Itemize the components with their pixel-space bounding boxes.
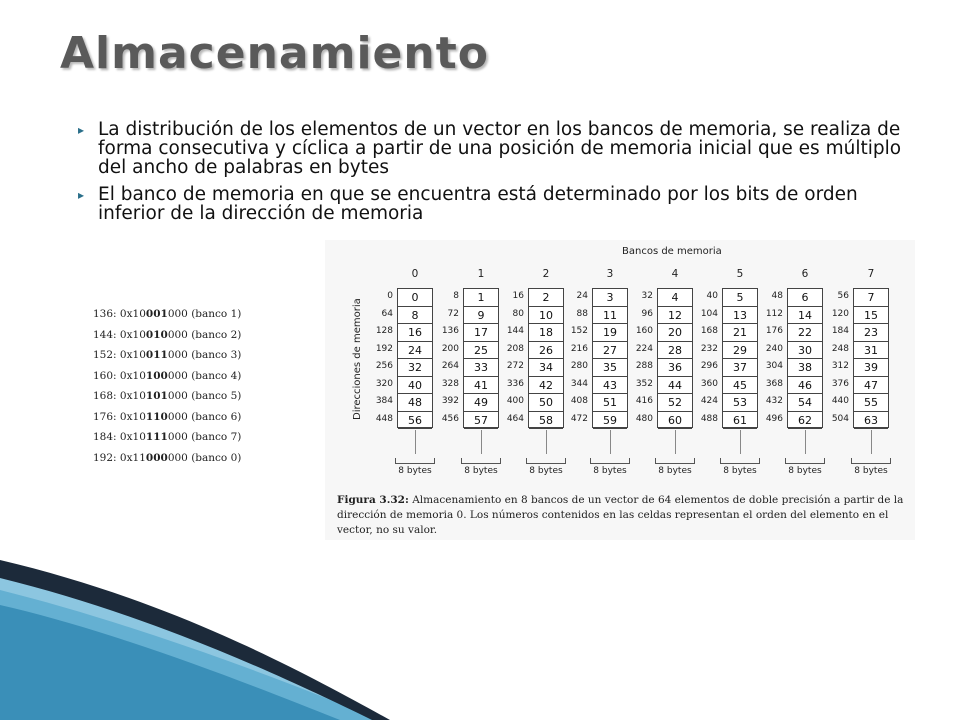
bank-tick [610,430,611,454]
bank-cell: 19 [593,324,627,342]
bank-cell: 1 [464,289,498,307]
address-suffix: 000 (banco 1) [167,308,242,320]
bank-address: 288 [635,361,653,371]
bank-cell: 28 [658,342,692,360]
bank-cell: 45 [723,377,757,395]
bank-cell: 50 [529,394,563,412]
bullet-text: La distribución de los elementos de un vector en los bancos de memoria, se realiza de forma consecutiva y cíclica a partir de una posición de memoria inicial que es múltiplo del ancho de palabras en bytes [98,119,902,178]
bank-address: 192 [375,343,393,354]
slide-title: Almacenamiento [60,28,489,79]
bank-address: 496 [765,413,783,424]
bank-cell: 20 [658,324,692,342]
bank-address: 376 [831,378,849,389]
bytes-label: 8 bytes [788,466,822,476]
bytes-bracket [526,458,566,464]
address-row [93,386,241,407]
bank-address: 312 [831,361,849,371]
bank-cell: 40 [398,377,432,395]
address-row [93,325,241,346]
address-bank-bits: 100 [145,369,168,382]
bank-cell: 25 [464,342,498,360]
bank-address: 432 [765,396,783,406]
address-row [93,345,241,366]
address-row [93,366,241,387]
address-suffix: 000 (banco 0) [167,451,242,464]
figure-caption [337,493,912,538]
bank-cell: 55 [854,394,888,412]
memory-bank [528,288,564,428]
bank-address: 488 [700,413,718,424]
bank-tick [675,430,676,454]
address-prefix: 160: 0x10 [93,369,146,382]
bank-cell: 14 [788,307,822,325]
bank-address: 240 [765,343,783,354]
bank-header: 0 [411,268,419,280]
bank-address: 72 [447,308,459,319]
bank-cell: 58 [529,412,563,430]
bullet-text: El banco de memoria en que se encuentra está determinado por los bits de orden inferior de la dirección de memoria [98,184,858,224]
bank-cell: 13 [723,307,757,325]
memory-bank [787,288,823,428]
bytes-bracket [395,458,435,464]
bank-address: 328 [441,378,459,389]
bank-address: 472 [570,413,588,424]
bank-cell: 9 [464,307,498,325]
bank-cell: 8 [398,307,432,325]
bytes-label: 8 bytes [854,466,888,476]
memory-bank [592,288,628,428]
address-bank-bits: 001 [145,308,168,320]
address-suffix: 000 (banco 4) [167,369,242,382]
bank-address: 232 [700,343,718,354]
bank-cell: 35 [593,359,627,377]
bank-header: 7 [867,268,875,280]
bank-cell: 51 [593,394,627,412]
bank-tick [415,430,416,454]
bank-cell: 15 [854,307,888,325]
bank-address: 224 [635,343,653,354]
bank-cell: 17 [464,324,498,342]
bank-address: 24 [576,291,588,301]
bank-address: 264 [441,361,459,371]
bank-cell: 63 [854,412,888,430]
address-bank-bits: 010 [145,328,168,341]
bank-cell: 24 [398,342,432,360]
bank-cell: 31 [854,342,888,360]
bank-address: 272 [506,361,524,371]
bank-cell: 41 [464,377,498,395]
bank-address: 424 [700,396,718,406]
bank-cell: 27 [593,342,627,360]
address-suffix: 000 (banco 5) [167,390,242,402]
bank-header: 5 [736,268,744,280]
bank-cell: 34 [529,359,563,377]
bank-cell: 38 [788,359,822,377]
bank-address: 304 [765,361,783,371]
bank-cell: 59 [593,412,627,430]
bank-header: 4 [671,268,679,280]
address-bank-bits: 011 [145,349,168,361]
bank-cell: 36 [658,359,692,377]
bank-address: 160 [635,326,653,336]
bank-address: 128 [375,326,393,336]
address-bank-bits: 110 [145,410,168,423]
bank-address: 392 [441,396,459,406]
address-suffix: 000 (banco 3) [167,349,242,361]
address-suffix: 000 (banco 6) [167,410,242,423]
bank-address: 344 [570,378,588,389]
bytes-bracket [461,458,501,464]
bank-header: 1 [477,268,485,280]
bullet-item [78,120,928,177]
address-prefix: 144: 0x10 [93,328,146,341]
decorative-swoosh [0,560,960,720]
bank-address: 408 [570,396,588,406]
caption-label: Figura 3.32: [337,494,409,506]
caption-text: Almacenamiento en 8 bancos de un vector de 64 elementos de doble precisión a partir de la dirección de memoria 0. Los números contenidos en las celdas representan el orden del elemento en el vector, no su valor. [337,494,904,536]
bank-address: 112 [765,308,783,319]
bank-address: 208 [506,343,524,354]
bytes-label: 8 bytes [723,466,757,476]
bank-cell: 5 [723,289,757,307]
memory-bank [397,288,433,428]
bank-address: 40 [706,291,718,301]
bank-cell: 6 [788,289,822,307]
bank-tick [481,430,482,454]
bank-cell: 4 [658,289,692,307]
bank-cell: 0 [398,289,432,307]
bank-address: 8 [453,291,459,301]
bank-tick [740,430,741,454]
memory-bank [853,288,889,428]
bank-address: 104 [700,308,718,319]
bank-cell: 60 [658,412,692,430]
bytes-label: 8 bytes [529,466,563,476]
bank-address: 16 [512,291,524,301]
bank-cell: 21 [723,324,757,342]
memory-bank [463,288,499,428]
axis-label: Direcciones de memoria [352,298,363,420]
bullet-list [78,120,928,231]
bank-address: 0 [387,291,393,301]
bank-cell: 62 [788,412,822,430]
bank-cell: 49 [464,394,498,412]
address-row [93,407,241,428]
memory-bank [657,288,693,428]
bank-cell: 12 [658,307,692,325]
address-bank-bits: 101 [145,390,168,402]
bank-address: 136 [441,326,459,336]
bank-cell: 56 [398,412,432,430]
address-row [93,304,241,325]
bank-address: 168 [700,326,718,336]
bytes-label: 8 bytes [658,466,692,476]
bank-cell: 46 [788,377,822,395]
bank-cell: 10 [529,307,563,325]
bank-cell: 48 [398,394,432,412]
bank-address: 32 [641,291,653,301]
address-bank-list [93,304,241,468]
bank-address: 120 [831,308,849,319]
bank-cell: 30 [788,342,822,360]
address-prefix: 184: 0x10 [93,431,146,443]
bank-address: 56 [837,291,849,301]
address-prefix: 192: 0x11 [93,451,146,464]
bank-cell: 26 [529,342,563,360]
address-row [93,448,241,469]
bank-header: 2 [542,268,550,280]
bank-cell: 11 [593,307,627,325]
bytes-bracket [851,458,891,464]
bank-address: 152 [570,326,588,336]
bank-address: 48 [771,291,783,301]
bank-cell: 7 [854,289,888,307]
address-prefix: 168: 0x10 [93,390,146,402]
bank-cell: 32 [398,359,432,377]
bank-address: 216 [570,343,588,354]
bank-cell: 61 [723,412,757,430]
bank-cell: 52 [658,394,692,412]
bank-address: 320 [375,378,393,389]
bank-cell: 39 [854,359,888,377]
address-bank-bits: 111 [145,431,168,443]
bank-cell: 42 [529,377,563,395]
bank-address: 416 [635,396,653,406]
bank-address: 400 [506,396,524,406]
bank-address: 384 [375,396,393,406]
bytes-bracket [785,458,825,464]
bullet-arrow-icon: ▸ [78,123,85,137]
bytes-label: 8 bytes [593,466,627,476]
bank-address: 184 [831,326,849,336]
memory-bank [722,288,758,428]
bank-address: 80 [512,308,524,319]
bank-address: 352 [635,378,653,389]
bank-address: 440 [831,396,849,406]
bank-address: 336 [506,378,524,389]
bank-tick [805,430,806,454]
address-prefix: 152: 0x10 [93,349,146,361]
bank-address: 96 [641,308,653,319]
bank-cell: 43 [593,377,627,395]
bank-address: 64 [381,308,393,319]
bank-address: 256 [375,361,393,371]
bank-cell: 18 [529,324,563,342]
bank-header: 3 [606,268,614,280]
bank-address: 456 [441,413,459,424]
bank-address: 200 [441,343,459,354]
bank-address: 248 [831,343,849,354]
figure-title: Bancos de memoria [622,246,722,257]
address-prefix: 136: 0x10 [93,308,146,320]
bank-cell: 2 [529,289,563,307]
address-suffix: 000 (banco 2) [167,328,242,341]
bullet-item [78,185,928,223]
bank-cell: 44 [658,377,692,395]
bank-header: 6 [801,268,809,280]
bank-address: 448 [375,413,393,424]
bank-address: 464 [506,413,524,424]
address-suffix: 000 (banco 7) [167,431,242,443]
bank-address: 504 [831,413,849,424]
bank-cell: 47 [854,377,888,395]
bank-address: 88 [576,308,588,319]
address-prefix: 176: 0x10 [93,410,146,423]
bytes-bracket [720,458,760,464]
bank-address: 368 [765,378,783,389]
address-bank-bits: 000 [145,451,168,464]
bank-cell: 57 [464,412,498,430]
bank-cell: 3 [593,289,627,307]
bank-cell: 23 [854,324,888,342]
bank-address: 176 [765,326,783,336]
bank-tick [546,430,547,454]
bank-tick [871,430,872,454]
bank-cell: 29 [723,342,757,360]
bytes-bracket [590,458,630,464]
bank-cell: 37 [723,359,757,377]
bytes-bracket [655,458,695,464]
bank-address: 280 [570,361,588,371]
bank-address: 144 [506,326,524,336]
bank-cell: 16 [398,324,432,342]
address-row [93,427,241,448]
bank-cell: 54 [788,394,822,412]
bytes-label: 8 bytes [464,466,498,476]
bank-address: 360 [700,378,718,389]
bank-cell: 22 [788,324,822,342]
bank-cell: 53 [723,394,757,412]
bank-cell: 33 [464,359,498,377]
bank-address: 480 [635,413,653,424]
bank-address: 296 [700,361,718,371]
bytes-label: 8 bytes [398,466,432,476]
bullet-arrow-icon: ▸ [78,188,85,202]
